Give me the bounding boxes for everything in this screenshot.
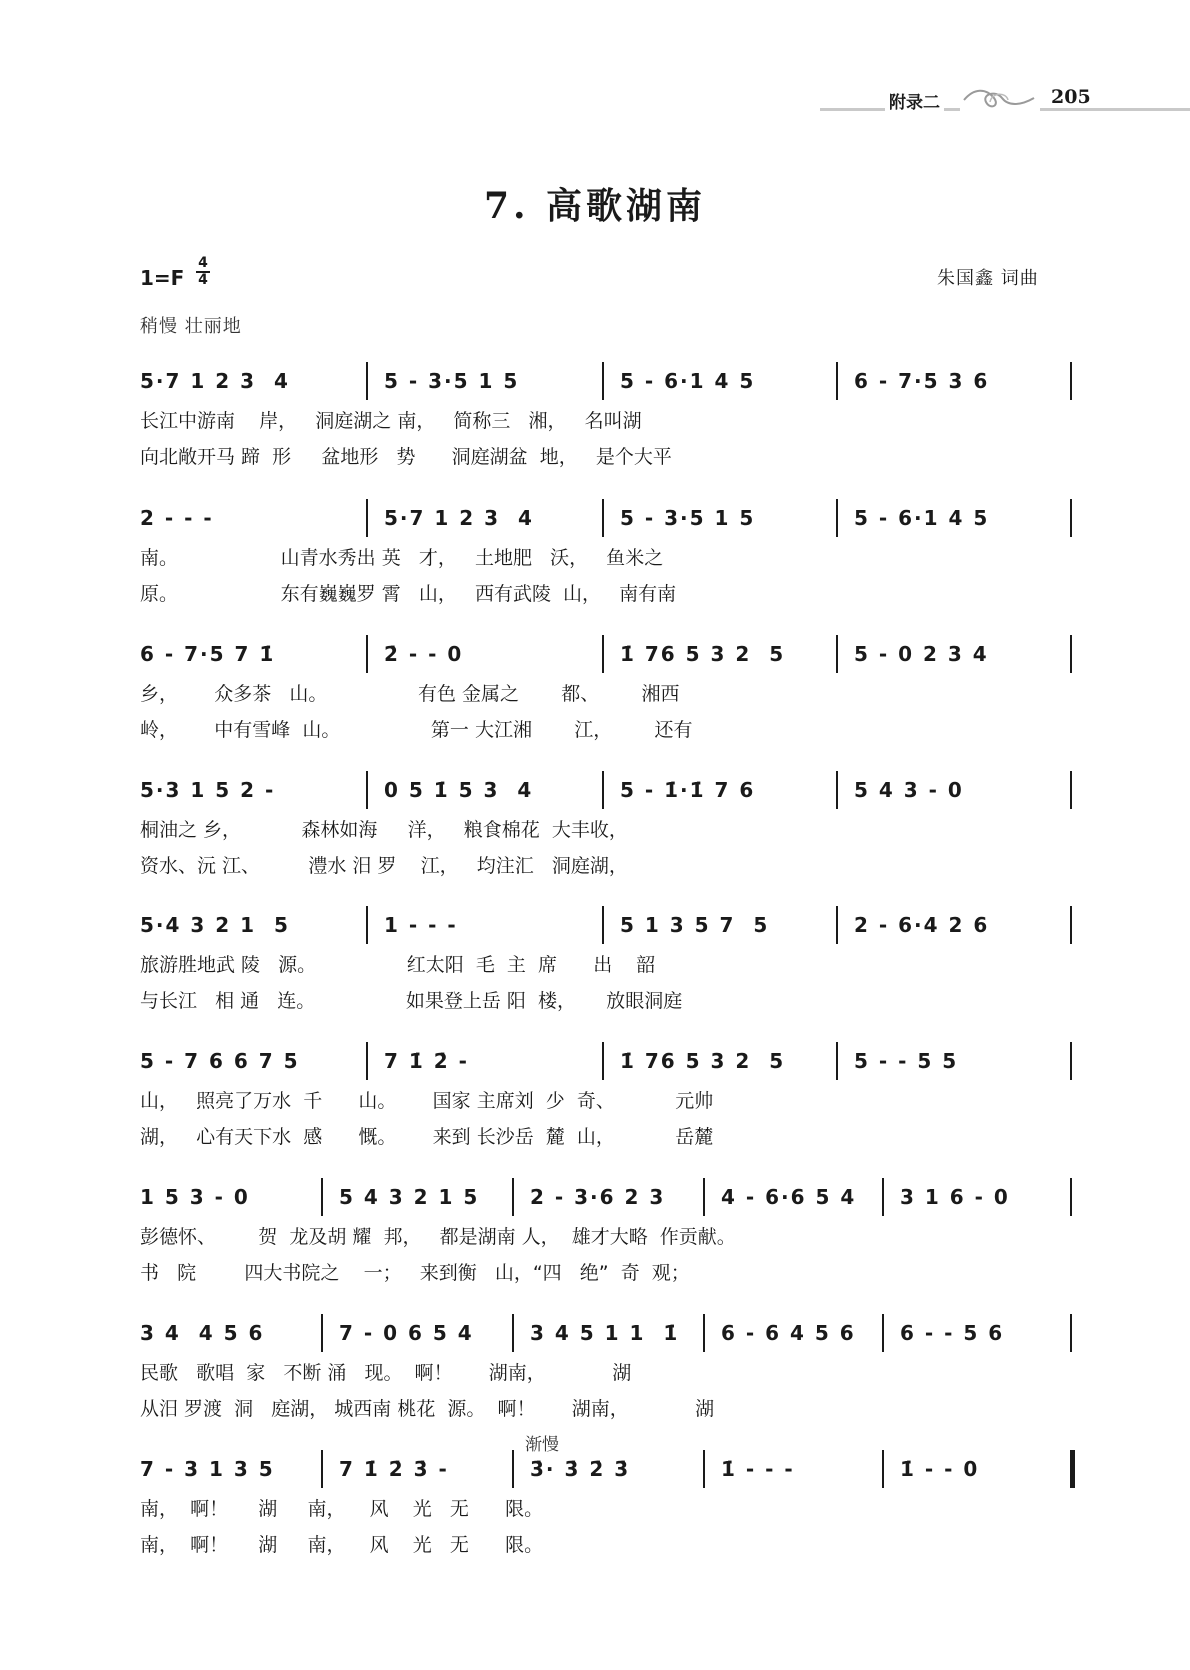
measure: 5 4 3 - 0 [854,778,964,802]
measure: 7 - 3 1 3 5 [140,1457,275,1481]
barline [882,1450,884,1488]
barline [321,1178,323,1216]
measure: 5 - 7 6 6 7 5 [140,1049,300,1073]
measure: 1̇ 76 5 3 2 5 [620,642,786,666]
barline [602,1042,604,1080]
final-barline [1070,1450,1075,1488]
key-signature: 1=F [140,266,185,290]
measure: 4 - 6·6 5 4 [721,1185,857,1209]
score-system [140,501,1074,605]
lyric-verse-1: 民歌 歌唱 家 不断 涌 现。 啊！ 湖南， 湖 [140,1362,632,1384]
barline [366,635,368,673]
barline [836,499,838,537]
score-system [140,1316,1074,1420]
barline [1070,771,1072,809]
barline [703,1450,705,1488]
barline [882,1314,884,1352]
song-title: 7. 高歌湖南 [483,185,707,227]
lyric-verse-1: 长江中游南 岸， 洞庭湖之 南， 简称三 湘， 名叫湖 [140,410,642,432]
measure: 2 - - - [140,506,214,530]
measure: 5 1 3 5 7 5 [620,913,770,937]
barline [882,1178,884,1216]
measure: 5·4 3 2 1 5 [140,913,290,937]
measure: 1 5 3 - 0 [140,1185,250,1209]
measure: 5·7 1 2 3 4 [140,369,290,393]
measure: 2 - 3·6 2 3 [530,1185,666,1209]
header-ornament [960,80,1040,114]
measure: 1̇ - - 0 [900,1457,980,1481]
barline [602,771,604,809]
barline [1070,635,1072,673]
measure: 1̇ 76 5 3 2 5 [620,1049,786,1073]
lyric-verse-1: 南。 山青水秀出 英 才， 土地肥 沃， 鱼米之 [140,547,664,569]
lyric-verse-2: 书 院 四大书院之 一； 来到衡 山，“四 绝” 奇 观； [140,1262,690,1284]
measure: 1̇ - - - [721,1457,795,1481]
measure: 5 - 0 2 3 4 [854,642,989,666]
ritardando-marking: 渐慢 [525,1435,559,1455]
header-section-label: 附录二 [885,88,944,113]
measure: 5 - 3·5 1 5 [384,369,520,393]
barline [512,1178,514,1216]
score-system [140,1452,1074,1556]
lyric-verse-2: 岭， 中有雪峰 山。 第一 大江湘 江， 还有 [140,719,693,741]
measure: 6 - 7·5 3 6 [854,369,990,393]
measure: 5 - 1̇·1̇ 7 6 [620,778,756,802]
lyric-verse-1: 桐油之 乡， 森林如海 洋， 粮食棉花 大丰收， [140,819,628,841]
barline [1070,906,1072,944]
measure: 5 4 3 2 1 5 [339,1185,480,1209]
time-signature-top: 4 [198,255,208,271]
notation-line [140,364,1074,398]
time-signature-bottom: 4 [196,271,210,288]
barline [602,635,604,673]
lyric-verse-2: 湖， 心有天下水 感 慨。 来到 长沙岳 麓 山， 岳麓 [140,1126,714,1148]
lyric-verse-2: 南， 啊！ 湖 南， 风 光 无 限。 [140,1534,544,1556]
measure: 5 - 6·1 4 5 [620,369,756,393]
notation-line [140,908,1074,942]
barline [836,362,838,400]
lyric-verse-1: 山， 照亮了万水 千 山。 国家 主席刘 少 奇、 元帅 [140,1090,714,1112]
measure: 7 - 0 6 5 4 [339,1321,474,1345]
measure: 6 - 6 4 5 6 [721,1321,856,1345]
barline [366,906,368,944]
notation-line [140,1452,1074,1486]
lyric-verse-1: 彭德怀、 贺 龙及胡 耀 邦， 都是湖南 人， 雄才大略 作贡献。 [140,1226,736,1248]
author-credit: 朱国鑫 词曲 [937,268,1039,289]
barline [321,1314,323,1352]
measure: 3 4 4 5 6 [140,1321,265,1345]
score-system [140,364,1074,468]
score-system [140,1180,1074,1284]
lyric-verse-1: 南， 啊！ 湖 南， 风 光 无 限。 [140,1498,544,1520]
measure: 2 - 6·4 2 6 [854,913,990,937]
notation-line [140,1044,1074,1078]
score-system [140,637,1074,741]
barline [366,771,368,809]
barline [703,1314,705,1352]
measure: 0 5 1̇ 5 3 4 [384,778,534,802]
score-system [140,1044,1074,1148]
barline [1070,1042,1072,1080]
barline [1070,499,1072,537]
barline [1070,1314,1072,1352]
barline [366,362,368,400]
barline [836,635,838,673]
measure: 5 - 3·5 1 5 [620,506,756,530]
notation-line [140,1180,1074,1214]
barline [836,771,838,809]
measure: 7 1̇ 2̇ 3̇ - [339,1457,449,1481]
time-signature [196,256,210,288]
measure: 3̇· 3̇ 2̇ 3̇ [530,1457,631,1481]
lyric-verse-2: 向北敞开马 蹄 形 盆地形 势 洞庭湖盆 地， 是个大平 [140,446,672,468]
measure: 3 1 6 - 0 [900,1185,1010,1209]
notation-line [140,1316,1074,1350]
measure: 3 4 5 1 1 1̇ [530,1321,680,1345]
barline [836,906,838,944]
barline [512,1450,514,1488]
barline [602,906,604,944]
notation-line [140,637,1074,671]
lyric-verse-2: 原。 东有巍巍罗 霄 山， 西有武陵 山， 南有南 [140,583,677,605]
score-system [140,908,1074,1012]
measure: 5·7 1 2 3 4 [384,506,534,530]
notation-line [140,501,1074,535]
measure: 5·3 1 5 2 - [140,778,276,802]
lyric-verse-1: 乡， 众多茶 山。 有色 金属之 都、 湘西 [140,683,680,705]
barline [366,1042,368,1080]
score-system [140,773,1074,877]
measure: 5 - - 5 5 [854,1049,959,1073]
barline [512,1314,514,1352]
barline [602,499,604,537]
lyric-verse-1: 旅游胜地武 陵 源。 红太阳 毛 主 席 出 韶 [140,954,656,976]
tempo-marking: 稍慢 壮丽地 [140,316,242,337]
measure: 1 - - - [384,913,458,937]
measure: 6 - 7·5 7 1̇ [140,642,276,666]
measure: 6 - - 5 6 [900,1321,1005,1345]
lyric-verse-2: 与长江 相 通 连。 如果登上岳 阳 楼， 放眼洞庭 [140,990,683,1012]
barline [1070,1178,1072,1216]
ornament-icon [960,80,1040,114]
barline [836,1042,838,1080]
measure: 5 - 6·1 4 5 [854,506,990,530]
barline [321,1450,323,1488]
barline [366,499,368,537]
lyric-verse-2: 从汨 罗渡 洞 庭湖， 城西南 桃花 源。 啊！ 湖南， 湖 [140,1398,715,1420]
measure: 2̇ - - 0 [384,642,464,666]
barline [703,1178,705,1216]
barline [1070,362,1072,400]
notation-line [140,773,1074,807]
page-number: 205 [1047,86,1095,108]
measure: 7 1̇ 2̇ - [384,1049,469,1073]
lyric-verse-2: 资水、沅 江、 澧水 汨 罗 江， 均注汇 洞庭湖， [140,855,628,877]
barline [602,362,604,400]
